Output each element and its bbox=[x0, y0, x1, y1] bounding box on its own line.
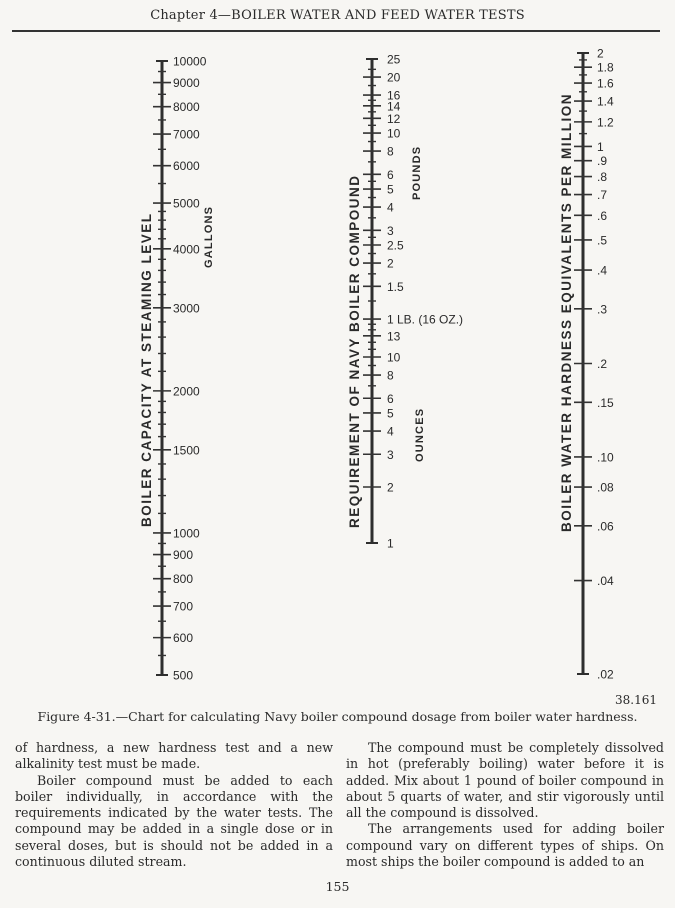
tick-label: 2000 bbox=[173, 384, 200, 399]
tick-label: 1.5 bbox=[387, 279, 404, 294]
tick-label: .3 bbox=[597, 302, 608, 317]
tick-label: 4 bbox=[387, 200, 394, 215]
tick-label: 500 bbox=[173, 668, 194, 683]
tick-label: 1 bbox=[387, 536, 394, 551]
tick-label: .06 bbox=[597, 519, 614, 534]
capacity-axis-title: BOILER CAPACITY AT STEAMING LEVEL bbox=[139, 212, 154, 527]
tick-label: 10 bbox=[387, 126, 401, 141]
tick-label: 8000 bbox=[173, 100, 200, 115]
tick-label: .5 bbox=[597, 233, 608, 248]
tick-label: 1 bbox=[597, 139, 604, 154]
tick-label: 8 bbox=[387, 144, 394, 159]
body-right-column bbox=[346, 740, 664, 870]
figure-id: 38.161 bbox=[615, 693, 657, 707]
capacity-unit-label: GALLONS bbox=[203, 205, 215, 268]
tick-label: 14 bbox=[387, 99, 401, 114]
tick-label: 700 bbox=[173, 599, 194, 614]
tick-label: .08 bbox=[597, 480, 614, 495]
paragraph: of hardness, a new hardness test and a new alkalinity test must be made. bbox=[15, 740, 333, 772]
tick-label: 1.4 bbox=[597, 94, 614, 109]
tick-label: 3000 bbox=[173, 301, 200, 316]
tick-label: 5000 bbox=[173, 196, 200, 211]
tick-label: 2 bbox=[387, 256, 394, 271]
tick-label: 4000 bbox=[173, 242, 200, 257]
tick-label: 7000 bbox=[173, 127, 200, 142]
tick-label: .8 bbox=[597, 170, 608, 185]
tick-label: .9 bbox=[597, 154, 608, 169]
tick-label: 3 bbox=[387, 447, 394, 462]
ounces-unit-label: OUNCES bbox=[414, 407, 426, 462]
capacity-axis bbox=[153, 55, 207, 683]
tick-label: .2 bbox=[597, 357, 608, 371]
tick-label: 1000 bbox=[173, 526, 200, 541]
paragraph: The compound must be completely dissolved in hot (preferably boiling) water before it is added. Mix about 1 pound of boiler compound in about 5 quarts of water, and stir vigorously until all the compound is dissolved. bbox=[346, 740, 664, 821]
hardness-axis bbox=[574, 47, 614, 682]
tick-label: 2.5 bbox=[387, 238, 404, 253]
tick-label: .7 bbox=[597, 188, 608, 203]
tick-label: 8 bbox=[387, 368, 394, 383]
compound-axis-title: REQUIREMENT OF NAVY BOILER COMPOUND bbox=[347, 174, 362, 528]
tick-label: .04 bbox=[597, 574, 614, 589]
tick-label: 25 bbox=[387, 52, 401, 67]
tick-label: 5 bbox=[387, 182, 394, 197]
tick-label: 800 bbox=[173, 572, 194, 587]
tick-label: 1500 bbox=[173, 443, 200, 458]
tick-label: 1.8 bbox=[597, 60, 614, 75]
tick-label: 6000 bbox=[173, 159, 200, 174]
tick-label: 1 LB. (16 OZ.) bbox=[387, 312, 464, 327]
tick-label: 10000 bbox=[173, 54, 207, 69]
pounds-unit-label: POUNDS bbox=[411, 145, 423, 200]
tick-label: 10 bbox=[387, 350, 401, 365]
body-left-column bbox=[15, 740, 333, 870]
tick-label: 16 bbox=[387, 88, 401, 103]
tick-label: 9000 bbox=[173, 76, 200, 91]
tick-label: .15 bbox=[597, 395, 614, 410]
tick-label: 2 bbox=[597, 46, 604, 61]
tick-label: 12 bbox=[387, 111, 401, 126]
tick-label: 13 bbox=[387, 329, 401, 344]
tick-label: 6 bbox=[387, 391, 394, 406]
tick-label: 4 bbox=[387, 424, 394, 439]
tick-label: 1.6 bbox=[597, 76, 614, 91]
tick-label: 6 bbox=[387, 167, 394, 182]
tick-label: 900 bbox=[173, 548, 194, 563]
chapter-header: Chapter 4—BOILER WATER AND FEED WATER TESTS bbox=[150, 8, 525, 23]
tick-label: .6 bbox=[597, 208, 608, 223]
tick-label: 20 bbox=[387, 70, 401, 85]
tick-label: .4 bbox=[597, 263, 608, 278]
tick-label: 600 bbox=[173, 631, 194, 646]
figure-caption: Figure 4-31.—Chart for calculating Navy boiler compound dosage from boiler water hardness. bbox=[37, 709, 638, 724]
tick-label: .10 bbox=[597, 450, 614, 465]
tick-label: 3 bbox=[387, 223, 394, 238]
compound-axis bbox=[363, 53, 463, 551]
page-number: 155 bbox=[325, 879, 350, 894]
paragraph: Boiler compound must be added to each boiler individually, in accordance with the requirements indicated by the water tests. The compound may be added in a single dose or in several doses, but is should not be added in a continuous diluted stream. bbox=[15, 772, 333, 870]
tick-label: 1.2 bbox=[597, 115, 614, 130]
hardness-axis-title: BOILER WATER HARDNESS EQUIVALENTS PER MILLION bbox=[559, 92, 574, 532]
tick-label: 2 bbox=[387, 480, 394, 495]
tick-label: .02 bbox=[597, 667, 614, 682]
paragraph: The arrangements used for adding boiler compound vary on different types of ships. On most ships the boiler compound is added to an bbox=[346, 821, 664, 870]
tick-label: 5 bbox=[387, 406, 394, 421]
